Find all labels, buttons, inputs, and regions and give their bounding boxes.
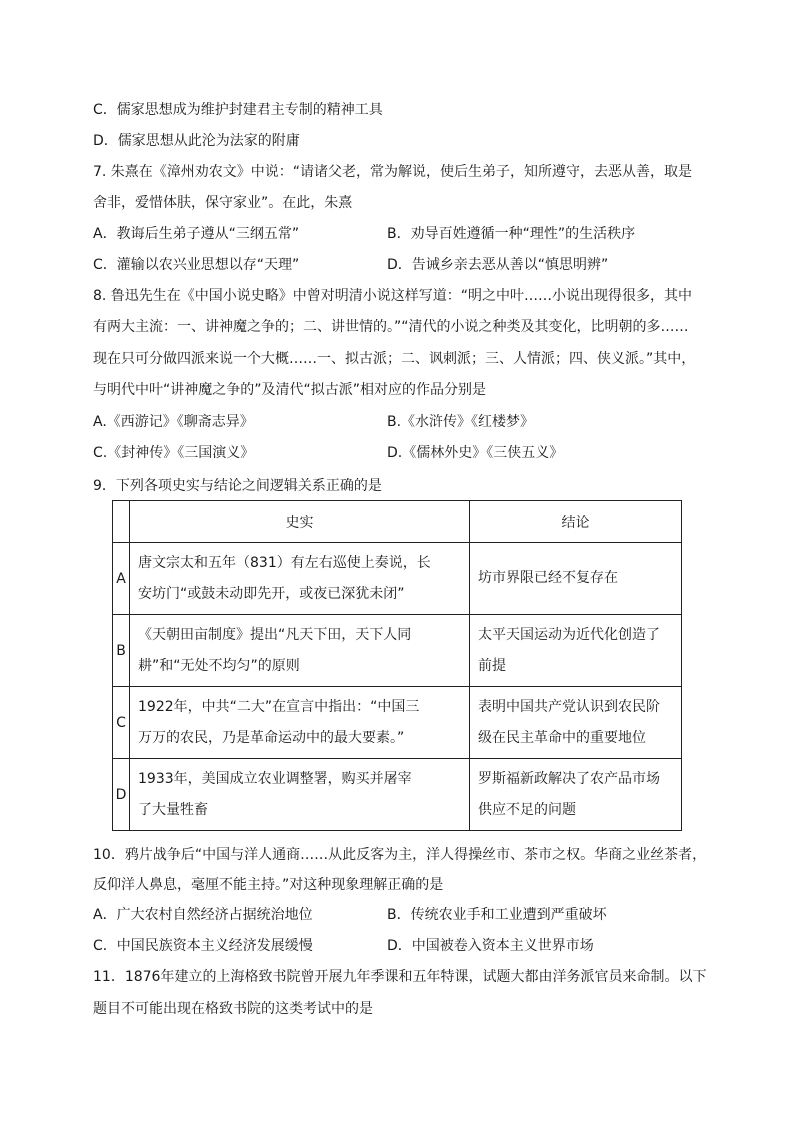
row-label: D (113, 759, 130, 831)
table-header-label (113, 501, 130, 543)
q6-option-c: C．儒家思想成为维护封建君主专制的精神工具 (93, 102, 383, 118)
q8-stem-line-2: 有两大主流：一、讲神魔之争的；二、讲世情的。”“清代的小说之种类及其变化，比明朝的多…… (93, 319, 689, 335)
row-fact: 唐文宗太和五年（831）有左右巡使上奏说，长 安坊门“或鼓未动即先开，或夜已深犹未闭” (130, 543, 470, 615)
q8-option-c: C.《封神传》《三国演义》 (93, 445, 255, 461)
q10-stem-line-2: 反仰洋人鼻息，毫厘不能主持。”对这种现象理解正确的是 (93, 877, 444, 893)
q10-option-c: C．中国民族资本主义经济发展缓慢 (93, 938, 313, 954)
q7-option-b: B．劝导百姓遵循一种“理性”的生活秩序 (387, 226, 636, 242)
q8-stem-line-4: 与明代中叶“讲神魔之争的”及清代“拟古派”相对应的作品分别是 (93, 382, 487, 398)
row-conclusion: 坊市界限已经不复存在 (470, 543, 682, 615)
table-row (113, 615, 682, 687)
q8-option-d: D.《儒林外史》《三侠五义》 (387, 445, 564, 461)
row-fact: 《天朝田亩制度》提出“凡天下田，天下人同 耕”和“无处不均匀”的原则 (130, 615, 470, 687)
q8-stem-line-3: 现在只可分做四派来说一个大概……一、拟古派；二、讽刺派；三、人情派；四、侠义派。”其中， (93, 351, 696, 367)
q7-stem-line-2: 舍非，爱惜体肤，保守家业”。在此，朱熹 (93, 195, 353, 211)
q10-option-d: D．中国被卷入资本主义世界市场 (387, 938, 594, 954)
q10-option-a: A．广大农村自然经济占据统治地位 (93, 907, 313, 923)
table-header-conclusion: 结论 (470, 501, 682, 543)
q7-option-d: D．告诫乡亲去恶从善以“慎思明辨” (387, 257, 609, 273)
q11-stem-line-1: 11．1876年建立的上海格致书院曾开展九年季课和五年特课，试题大都由洋务派官员来命制。以下 (93, 969, 707, 985)
row-fact: 1933年，美国成立农业调整署，购买并屠宰 了大量牲畜 (130, 759, 470, 831)
row-label: B (113, 615, 130, 687)
table-row (113, 543, 682, 615)
q7-option-a: A．教诲后生弟子遵从“三纲五常” (93, 226, 300, 242)
q8-stem-line-1: 8. 鲁迅先生在《中国小说史略》中曾对明清小说这样写道：“明之中叶……小说出现得很多，其中 (93, 288, 693, 304)
table-row (113, 759, 682, 831)
row-conclusion: 罗斯福新政解决了农产品市场 供应不足的问题 (470, 759, 682, 831)
q9-table (112, 500, 682, 831)
q6-option-d: D．儒家思想从此沦为法家的附庸 (93, 133, 300, 149)
row-fact: 1922年，中共“二大”在宣言中指出：“中国三 万万的农民，乃是革命运动中的最大要素。” (130, 687, 470, 759)
row-label: C (113, 687, 130, 759)
table-row (113, 687, 682, 759)
q11-stem-line-2: 题目不可能出现在格致书院的这类考试中的是 (93, 1001, 373, 1017)
row-label: A (113, 543, 130, 615)
q7-option-c: C．灌输以农兴业思想以存“天理” (93, 257, 300, 273)
q10-option-b: B．传统农业手和工业遭到严重破坏 (387, 907, 607, 923)
q7-stem-line-1: 7. 朱熹在《漳州劝农文》中说：“请诸父老，常为解说，使后生弟子，知所遵守，去恶从善，取是 (93, 164, 693, 180)
row-conclusion: 太平天国运动为近代化创造了 前提 (470, 615, 682, 687)
q8-option-b: B.《水浒传》《红楼梦》 (387, 414, 535, 430)
table-header-fact: 史实 (130, 501, 470, 543)
q9-stem: 9．下列各项史实与结论之间逻辑关系正确的是 (93, 478, 382, 494)
row-conclusion: 表明中国共产党认识到农民阶 级在民主革命中的重要地位 (470, 687, 682, 759)
table-header-row (113, 501, 682, 543)
q10-stem-line-1: 10．鸦片战争后“中国与洋人通商……从此反客为主，洋人得操丝市、茶市之权。华商之业丝茶者， (93, 847, 707, 863)
q8-option-a: A.《西游记》《聊斋志异》 (93, 414, 254, 430)
